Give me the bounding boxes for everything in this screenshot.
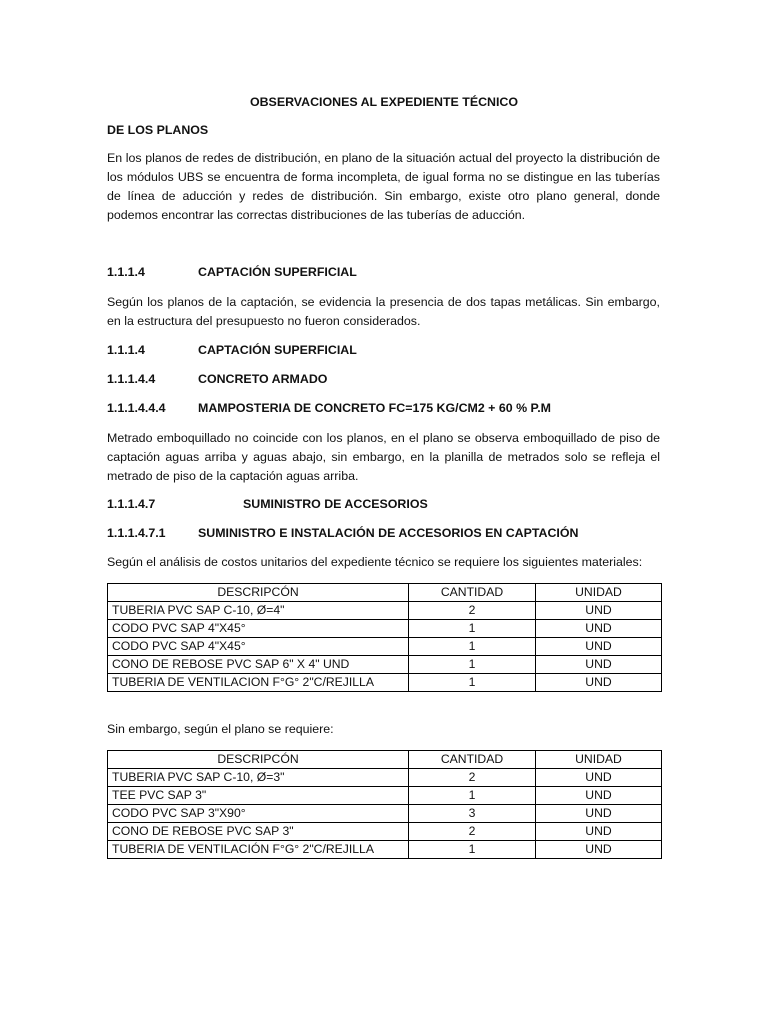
cell-unidad: UND bbox=[536, 674, 662, 692]
cell-descripcion: TUBERIA DE VENTILACION F°G° 2"C/REJILLA bbox=[108, 674, 409, 692]
table-row bbox=[108, 656, 662, 674]
heading-number-3: 1.1.1.4.4 bbox=[107, 372, 156, 386]
cell-descripcion: TUBERIA DE VENTILACIÓN F°G° 2"C/REJILLA bbox=[108, 841, 409, 859]
cell-unidad: UND bbox=[536, 656, 662, 674]
cell-cantidad: 1 bbox=[409, 620, 536, 638]
heading-number-1: 1.1.1.4 bbox=[107, 265, 145, 279]
heading-text-3: CONCRETO ARMADO bbox=[198, 372, 328, 386]
cell-unidad: UND bbox=[536, 620, 662, 638]
cell-descripcion: CODO PVC SAP 4"X45° bbox=[108, 638, 409, 656]
paragraph-planos: En los planos de redes de distribución, en plano de la situación actual del proyecto la distribución de los módulos UBS se encuentra de forma incompleta, de igual forma no se distingue en las tuberías de línea de aducción y redes de distribución. Sin embargo, existe otro plano general, donde podemos encontrar las correctas distribuciones de las tuberías de aducción. bbox=[107, 151, 660, 222]
cell-cantidad: 2 bbox=[409, 823, 536, 841]
paragraph-plano: Sin embargo, según el plano se requiere: bbox=[107, 722, 334, 736]
table-row bbox=[108, 620, 662, 638]
heading-text-1: CAPTACIÓN SUPERFICIAL bbox=[198, 265, 357, 279]
cell-unidad: UND bbox=[536, 769, 662, 787]
cell-descripcion: TUBERIA PVC SAP C-10, Ø=3" bbox=[108, 769, 409, 787]
cell-cantidad: 3 bbox=[409, 805, 536, 823]
heading-text-4: MAMPOSTERIA DE CONCRETO FC=175 KG/CM2 + 60 % P.M bbox=[198, 401, 551, 415]
header-unidad: UNIDAD bbox=[536, 751, 662, 769]
cell-cantidad: 1 bbox=[409, 787, 536, 805]
table-row bbox=[108, 787, 662, 805]
header-cantidad: CANTIDAD bbox=[409, 751, 536, 769]
table-row bbox=[108, 805, 662, 823]
table-row bbox=[108, 769, 662, 787]
heading-text-6: SUMINISTRO E INSTALACIÓN DE ACCESORIOS EN CAPTACIÓN bbox=[198, 526, 579, 540]
cell-cantidad: 2 bbox=[409, 602, 536, 620]
heading-number-4: 1.1.1.4.4.4 bbox=[107, 401, 166, 415]
cell-unidad: UND bbox=[536, 787, 662, 805]
header-unidad: UNIDAD bbox=[536, 584, 662, 602]
heading-number-2: 1.1.1.4 bbox=[107, 343, 145, 357]
cell-cantidad: 1 bbox=[409, 656, 536, 674]
cell-descripcion: CODO PVC SAP 3"X90° bbox=[108, 805, 409, 823]
table-row bbox=[108, 823, 662, 841]
cell-cantidad: 2 bbox=[409, 769, 536, 787]
paragraph-metrado: Metrado emboquillado no coincide con los planos, en el plano se observa emboquillado de piso de captación aguas arriba y aguas abajo, sin embargo, en la planilla de metrados solo se refleja el metrado de piso de la captación aguas arriba. bbox=[107, 431, 660, 483]
materials-table-expediente bbox=[107, 583, 662, 692]
cell-descripcion: CONO DE REBOSE PVC SAP 6" X 4" UND bbox=[108, 656, 409, 674]
cell-unidad: UND bbox=[536, 823, 662, 841]
document-title: OBSERVACIONES AL EXPEDIENTE TÉCNICO bbox=[249, 95, 519, 109]
table-row bbox=[108, 674, 662, 692]
header-cantidad: CANTIDAD bbox=[409, 584, 536, 602]
table-row bbox=[108, 602, 662, 620]
heading-number-5: 1.1.1.4.7 bbox=[107, 497, 156, 511]
table-header-row bbox=[108, 584, 662, 602]
table-row bbox=[108, 638, 662, 656]
heading-text-2: CAPTACIÓN SUPERFICIAL bbox=[198, 343, 357, 357]
heading-number-6: 1.1.1.4.7.1 bbox=[107, 526, 166, 540]
header-descripcion: DESCRIPCÓN bbox=[108, 584, 409, 602]
cell-descripcion: CODO PVC SAP 4"X45° bbox=[108, 620, 409, 638]
cell-cantidad: 1 bbox=[409, 674, 536, 692]
cell-unidad: UND bbox=[536, 805, 662, 823]
table-row bbox=[108, 841, 662, 859]
cell-descripcion: TUBERIA PVC SAP C-10, Ø=4" bbox=[108, 602, 409, 620]
cell-cantidad: 1 bbox=[409, 638, 536, 656]
cell-unidad: UND bbox=[536, 841, 662, 859]
cell-cantidad: 1 bbox=[409, 841, 536, 859]
paragraph-captacion: Según los planos de la captación, se evidencia la presencia de dos tapas metálicas. Sin embargo, en la estructura del presupuesto no fueron considerados. bbox=[107, 295, 660, 328]
cell-unidad: UND bbox=[536, 602, 662, 620]
paragraph-analisis: Según el análisis de costos unitarios del expediente técnico se requiere los siguientes materiales: bbox=[107, 555, 643, 569]
header-descripcion: DESCRIPCÓN bbox=[108, 751, 409, 769]
cell-descripcion: CONO DE REBOSE PVC SAP 3" bbox=[108, 823, 409, 841]
section-heading-planos: DE LOS PLANOS bbox=[107, 123, 209, 137]
materials-table-plano bbox=[107, 750, 662, 859]
cell-unidad: UND bbox=[536, 638, 662, 656]
cell-descripcion: TEE PVC SAP 3" bbox=[108, 787, 409, 805]
heading-text-5: SUMINISTRO DE ACCESORIOS bbox=[243, 497, 428, 511]
table-header-row bbox=[108, 751, 662, 769]
